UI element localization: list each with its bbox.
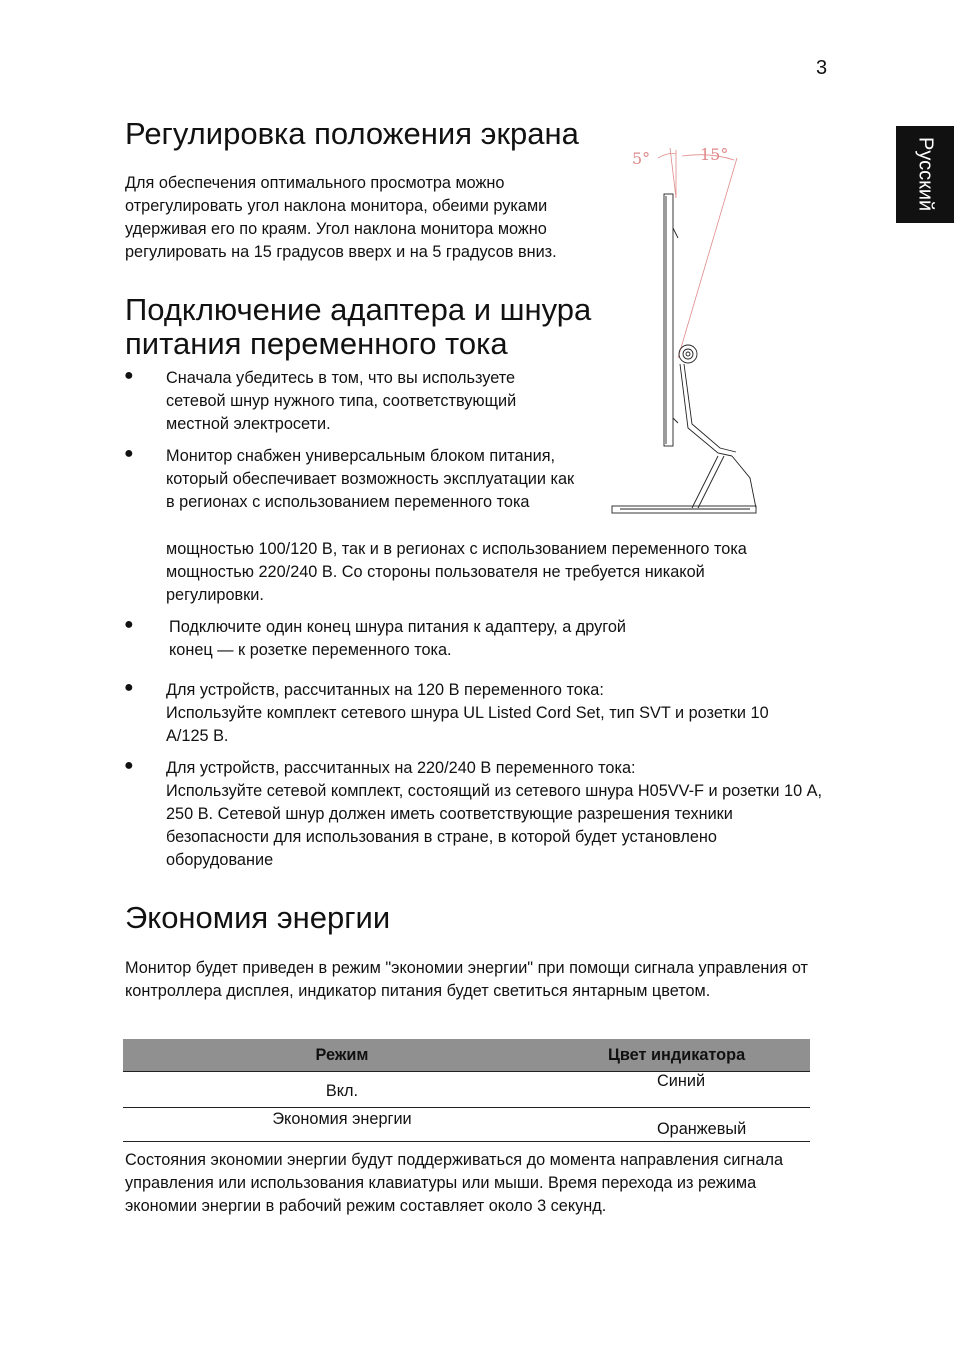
energy-mode-table [123,1039,810,1142]
energy-outro-text: Состояния экономии энергии будут поддерживаться до момента направления сигнала управления или использования клавиатуры или мыши. Время перехода из режима экономии энергии в рабочий режим составляет около 3 секунд. [125,1151,784,1215]
table-header-mode: Режим [123,1039,561,1072]
angle-5-label: 5° [632,149,651,168]
table-cell-color: Оранжевый [561,1108,810,1142]
bullet-text-2a: Монитор снабжен универсальным блоком питания, который обеспечивает возможность эксплуатации как в регионах с использованием переменного тока [166,447,575,511]
monitor-outline [612,194,756,513]
energy-intro-text: Монитор будет приведен в режим "экономии энергии" при помощи сигнала управления от контроллера дисплея, индикатор питания будет светиться янтарным цветом. [125,959,808,1000]
bullet-4-line2: Используйте комплект сетевого шнура UL Listed Cord Set, тип SVT и розетки 10 А/125 В. [166,704,769,745]
table-cell-mode: Вкл. [123,1072,561,1108]
bullet-text-4 [166,679,786,748]
bullet-4-line1: Для устройств, рассчитанных на 120 В переменного тока: [166,681,604,699]
bullet-dot: ● [124,679,134,696]
angle-15-label: 15° [700,145,729,164]
section-title-power [125,293,645,361]
table-cell-color: Синий [561,1072,810,1108]
bullet-dot: ● [124,445,134,462]
bullet-dot: ● [124,616,134,633]
section-title-screen-adjust: Регулировка положения экрана [125,116,579,151]
monitor-tilt-figure [600,138,770,520]
power-title-line1: Подключение адаптера и шнура [125,292,592,327]
power-title-line2: питания переменного тока [125,326,508,361]
table-cell-mode: Экономия энергии [123,1108,561,1142]
table-row [123,1108,810,1142]
bullet-text-1: Сначала убедитесь в том, что вы используете сетевой шнур нужного типа, соответствующий местной электросети. [166,369,517,433]
language-tab [896,126,954,223]
bullet-dot: ● [124,757,134,774]
tilt-angle-lines [658,148,737,358]
bullet-5-line1: Для устройств, рассчитанных на 220/240 В переменного тока: [166,759,636,777]
language-tab-label: Русский [914,137,937,212]
section-title-energy: Экономия энергии [125,900,391,935]
table-header-indicator-color: Цвет индикатора [561,1039,810,1072]
table-header-row [123,1039,810,1072]
table-row [123,1072,810,1108]
screen-adjust-text: Для обеспечения оптимального просмотра можно отрегулировать угол наклона монитора, обеими руками удерживая его по краям. Угол наклона монитора можно регулировать на 15 градусов вверх и на 5 градусов вниз. [125,174,557,261]
bullet-dot: ● [124,367,134,384]
page-number: 3 [816,57,828,79]
bullet-5-line2: Используйте сетевой комплект, состоящий из сетевого шнура H05VV-F и розетки 10 A, 250 B. Сетевой шнур должен иметь соответствующие разрешения техники безопасности для использования в стране, в которой будет установлено оборудование [166,782,823,869]
bullet-text-3: Подключите один конец шнура питания к адаптеру, а другой конец — к розетке переменного тока. [169,618,627,659]
bullet-text-2b: мощностью 100/120 В, так и в регионах с использованием переменного тока мощностью 220/240 В. Со стороны пользователя не требуется никакой регулировки. [166,540,747,604]
bullet-text-5 [166,757,826,872]
